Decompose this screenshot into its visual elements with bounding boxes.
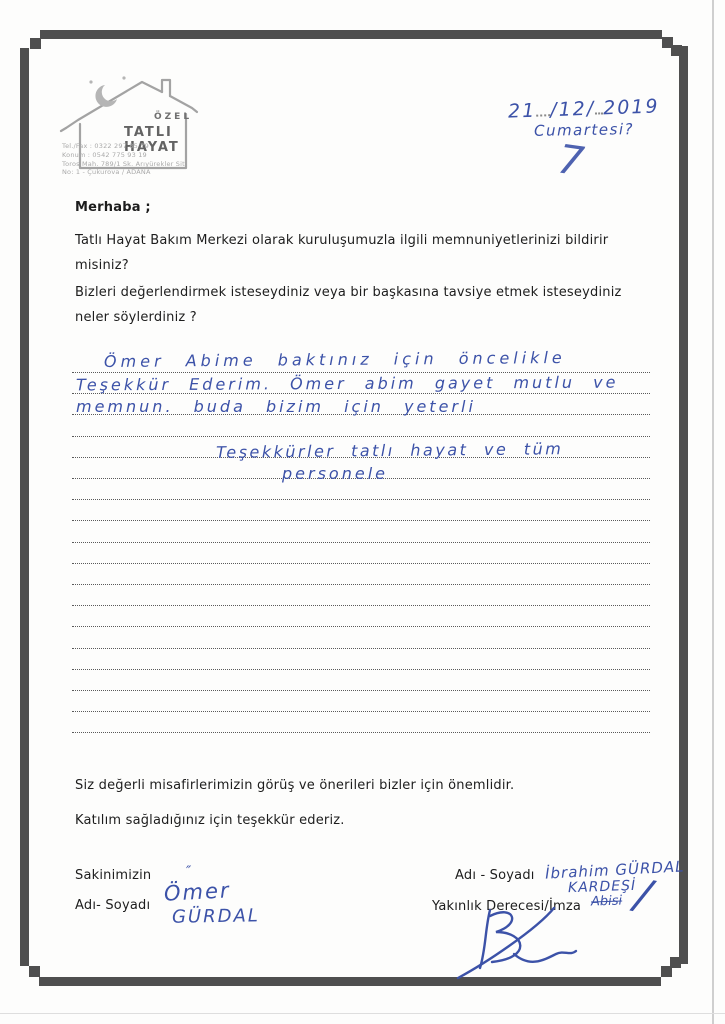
handwritten-umlaut-mark: ″	[186, 864, 192, 880]
date-month: 12	[558, 97, 588, 121]
dotted-line	[72, 605, 650, 606]
handwritten-slash-stroke: /	[631, 869, 656, 920]
handwritten-relative-name: İbrahim GÜRDAL	[544, 857, 685, 883]
handwritten-answer-line2: Teşekkür Ederim. Ömer abim gayet mutlu ve	[75, 372, 619, 395]
contact-line: Toros Mah. 789/1 Sk. Arıyürekler Sit.	[62, 159, 188, 168]
handwritten-relation: KARDEŞİ	[567, 877, 637, 897]
dotted-line	[72, 711, 650, 712]
contact-line: No: 1 - Çukurova / ADANA	[62, 168, 151, 177]
logo-contact-block	[62, 142, 187, 177]
resident-label-line1: Sakinimizin	[75, 868, 152, 883]
date-day: 21	[507, 99, 537, 123]
frame-corner-step	[29, 966, 40, 977]
scan-page-edge-bottom	[0, 1013, 725, 1014]
relative-label-relation: Yakınlık Derecesi/İmza	[432, 899, 582, 914]
dotted-line	[72, 669, 650, 670]
frame-right-band	[679, 46, 688, 964]
contact-line: Tel./Fax : 0322 297 85 79	[62, 142, 149, 150]
frame-top-band	[40, 30, 662, 39]
question2-line1: Bizleri değerlendirmek isteseydiniz veya bir başkasına tavsiye etmek isteseydiniz	[75, 285, 622, 300]
question1-line1: Tatlı Hayat Bakım Merkezi olarak kuruluşumuzla ilgili memnuniyetlerinizi bildirir	[75, 233, 609, 248]
dotted-line	[72, 732, 650, 733]
frame-left-band	[20, 48, 29, 966]
dotted-line	[72, 690, 650, 691]
dotted-line	[72, 520, 650, 521]
dotted-underline	[536, 102, 550, 116]
frame-corner-step	[670, 957, 681, 968]
handwritten-weekday: Cumartesi?	[533, 120, 635, 140]
dotted-line	[72, 584, 650, 585]
contact-line: Konum : 0542 775 93 19	[62, 150, 147, 159]
dotted-line	[72, 563, 650, 564]
dotted-line	[72, 626, 650, 627]
dotted-line	[72, 542, 650, 543]
footer-note1: Siz değerli misafirlerimizin görüş ve önerileri bizler için önemlidir.	[75, 778, 515, 793]
resident-label-line2: Adı- Soyadı	[75, 898, 151, 913]
relative-label-name: Adı - Soyadı	[455, 868, 535, 883]
answer-lines-area	[72, 365, 650, 745]
dotted-line	[72, 499, 650, 500]
frame-corner-step	[30, 38, 41, 49]
question1-line2: misiniz?	[75, 258, 129, 273]
handwritten-crossed-out-word: Abisi	[590, 893, 623, 910]
date-year: 2019	[602, 95, 660, 120]
handwritten-thanks-line2: personele	[282, 464, 388, 483]
scan-page-edge-right	[712, 0, 714, 1024]
handwritten-answer-line3: memnun. buda bizim için yeterli	[76, 397, 476, 416]
greeting-text: Merhaba ;	[75, 200, 151, 215]
handwritten-answer-line1: Ömer Abime baktınız için öncelikle	[103, 347, 566, 372]
logo-ozel-label: ÖZEL	[154, 112, 193, 122]
footer-note2: Katılım sağladığınız için teşekkür ederiz.	[75, 813, 345, 828]
dotted-line	[72, 436, 650, 437]
dotted-line	[72, 648, 650, 649]
handwritten-seven-mark: 7	[554, 136, 587, 186]
handwritten-signature	[452, 902, 582, 984]
handwritten-thanks-line1: Teşekkürler tatlı hayat ve tüm	[215, 439, 564, 462]
question2-line2: neler söylerdiniz ?	[75, 310, 197, 325]
handwritten-date: 21 /12/ 2019	[507, 95, 660, 123]
logo-name-label: TATLI HAYAT	[124, 125, 180, 155]
handwritten-resident-first-name: Ömer	[163, 878, 232, 906]
handwritten-resident-last-name: GÜRDAL	[171, 905, 261, 928]
frame-corner-step	[671, 45, 682, 56]
